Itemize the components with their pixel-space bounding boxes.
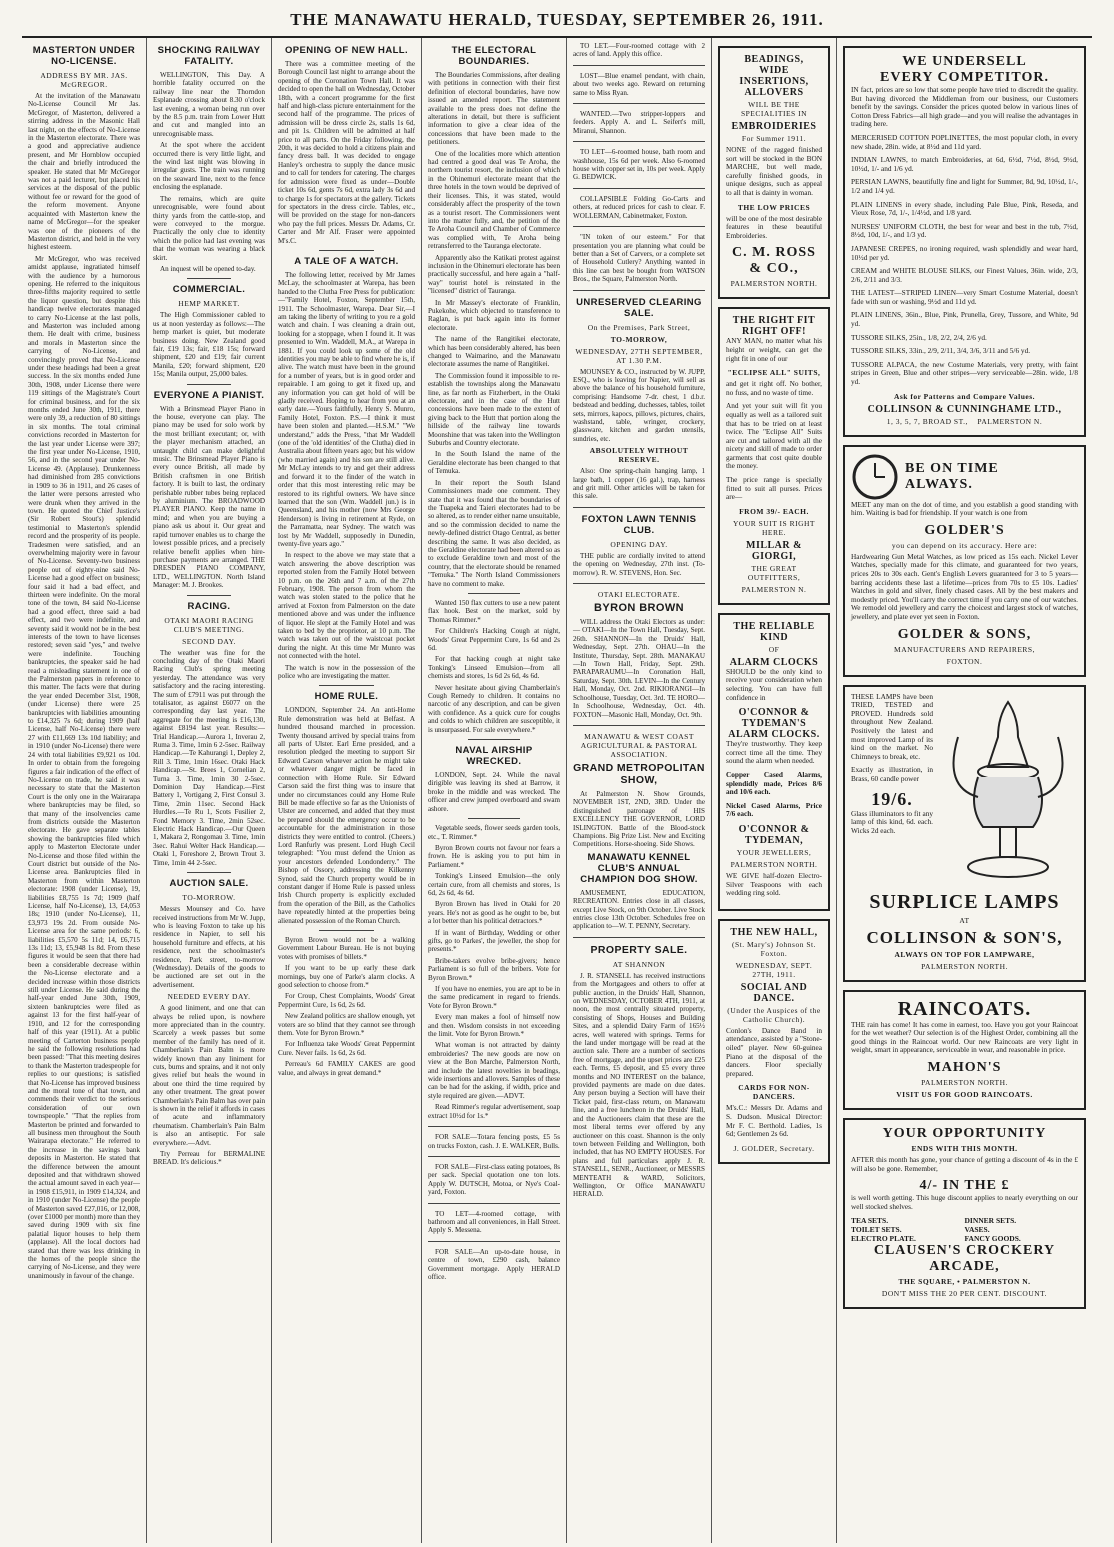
divider — [573, 141, 705, 142]
ad-line: FROM 39/- EACH. — [739, 506, 809, 516]
article-paragraph: The name of the Rangitikei electorate, which has been considerably altered, has been changed to Waimarino, and the Manawatu electorate assumes the name of Rangitikei. — [428, 335, 560, 369]
ad-line: THE NEW HALL, — [730, 926, 818, 938]
article-paragraph: One of the localities more which attention had centred a good deal was Te Aroha, the northern tourist resort, the inclusion of which in the Ohinemuri electorate meant that the three hotels in the town would be deprived of their licenses. This, it was stated, would considerably affect the prosperity of the town as a tourist resort. The Commissioners went into the matter fully, and, the petition of the Te Aroha Council and Chamber of Commerce was complied with, Te Aroha being retransferred to the Tauranga electorate. — [428, 149, 560, 251]
price-list-item: INDIAN LAWNS, to match Embroideries, at 6d, 6½d, 7½d, 8½d, 9½d, 10½d, 1/- and 1/6 yd. — [851, 155, 1078, 173]
article-heading: EVERYONE A PIANIST. — [153, 389, 265, 401]
article-paragraph: Byron Brown has lived in Otaki for 20 years. He's not as good as he ought to be, but a lot better than his political detractors.* — [428, 900, 560, 926]
divider — [573, 103, 705, 104]
masthead: THE MANAWATU HERALD, TUESDAY, SEPTEMBER 26, 1911. — [22, 0, 1092, 38]
classified-ad: WANTED.—Two stripper-loppers and feeders. Apply A. and L. Seifert's mill, Miranui, Shannon. — [573, 110, 705, 135]
ad-line: J. GOLDER, Secretary. — [733, 1143, 815, 1153]
ad-line: EVERY COMPETITOR. — [880, 70, 1049, 85]
ad-line: OTAKI ELECTORATE. — [597, 590, 681, 600]
ad-body: WE GIVE half-dozen Electro-Silver Teaspoons with each wedding ring sold. — [726, 870, 822, 898]
ad-body: AFTER this month has gone, your chance of getting a discount of 4s in the £ will also be gone. Remember, — [851, 1154, 1078, 1173]
article-paragraph: Bribe-takers evolve bribe-givers; hence Parliament is so full of the bribers. Vote for Byron Brown.* — [428, 956, 560, 982]
ad-body: Also: One spring-chain hanging lamp, 1 large bath, 1 copper (16 gal.), trap, harness and grit mill. Other articles will be taken for this sale. — [573, 467, 705, 501]
article-paragraph: Never hesitate about giving Chamberlain's Cough Remedy to children. It contains no narcotic of any description, and can be given with confidence. As a quick cure for coughs and colds to which children are susceptible, it is unsurpassed. For sale everywhere.* — [428, 683, 560, 734]
ad-line: ABSOLUTELY WITHOUT RESERVE. — [589, 446, 689, 465]
divider — [428, 1241, 560, 1242]
ad-line: COLLINSON & CUNNINGHAME LTD., — [867, 403, 1062, 415]
price-list-item: PERSIAN LAWNS, beautifully fine and light for Summer, 8d, 9d, 10½d, 1/-, 1/2 and 1/4 yd. — [851, 177, 1078, 195]
ad-line: TO-MORROW, — [610, 334, 668, 344]
article-heading: THE ELECTORAL BOUNDARIES. — [451, 45, 537, 67]
divider — [187, 595, 232, 596]
ad-line: THE SQUARE, • PALMERSTON N. — [898, 1277, 1031, 1287]
divider — [187, 872, 232, 873]
article-paragraph: The Boundaries Commissions, after dealing with petitions in connection with their first definition of electoral boundaries, have now issued an amended report. The statement available to the press does not define the alterations in detail, but there is sufficient information to give a clear idea of the concessions that have been made to the petitioners. — [428, 71, 560, 147]
article-subheading: ADDRESS BY MR. JAS. McGREGOR. — [40, 71, 128, 89]
ad-collinson-cunninghame — [843, 46, 1086, 437]
ad-line: BE ON TIME — [905, 460, 999, 476]
ad-heading: BYRON BROWN — [594, 602, 684, 615]
goods-list — [851, 1216, 1078, 1243]
article-paragraph: Wanted 150 flax cutters to use a new patent flax hook. Best on the market, sold by Thomas Rimmer.* — [428, 598, 560, 624]
classified-ad: FOR SALE—First-class eating potatoes, 8s per sack. Special quotation one ton lots. Apply W. DUTSCH, Motoa, or Nye's Coal-yard, Foxton. — [428, 1162, 560, 1197]
column-4 — [422, 38, 567, 1543]
article-paragraph: Try Perreau for BERMALINE BREAD. It's delicious.* — [153, 1150, 265, 1167]
ad-line: O'CONNOR & TYDEMAN'S — [738, 707, 810, 730]
article-paragraph: An inquest will be opened to-day. — [160, 264, 256, 273]
ad-line — [851, 417, 1078, 426]
article-paragraph: If you have no enemies, you are apt to be in the same predicament in regard to friends. Vote for Byron Brown.* — [428, 985, 560, 1010]
column-3 — [272, 38, 422, 1543]
goods-item: TOILET SETS. — [851, 1225, 902, 1235]
ad-body: will be one of the most desirable features in these beautiful Embroideries. — [726, 213, 822, 240]
price-list-item: THE LATEST—STRIPED LINEN—very Smart Costume Material, doesn't fade with sun or washing, 9½d and 11d yd. — [851, 288, 1078, 306]
ad-line: EMBROIDERIES — [731, 121, 817, 132]
classified-ad: TO LET.—Four-roomed cottage with 2 acres of land. Apply this office. — [573, 42, 705, 59]
classified-ad: FOR SALE—Totara fencing posts, £5 5s on trucks Foxton, cash. J. E. WALKER, Bulls. — [428, 1133, 560, 1150]
ad-body: M's.C.: Messrs Dr. Adams and S. Dudson. Musical Director: Mr F. C. Berthold. Ladies, 1s 6d; Gentlemen 2s 6d. — [726, 1103, 822, 1139]
article-paragraph: What woman is not attracted by dainty embroideries? The new goods are now on view at the Bon Marche, Palmerston North, and include the latest novelties in beadings, wide insertions and allovers. Samples of these can be had for the asking, if width, price and style required are given.—ADVT. — [428, 1041, 560, 1100]
ad-line: PALMERSTON N. — [977, 416, 1043, 426]
divider — [187, 384, 232, 385]
ad-alarm-clocks — [718, 613, 830, 911]
ad-line: For Summer 1911. — [741, 134, 807, 143]
ad-body: THE rain has come! It has come in earnest, too. Have you got your Raincoat for the wet weather? Our selection is of the Highest Order, combining all the good things in the Raincoat world. Our new Raincoats are very light in weight, smart in appearance, serviceable in wear, and reasonable in price. — [851, 1019, 1078, 1055]
ad-line: GOLDER'S — [924, 522, 1005, 538]
ad-line: (St. Mary's) Johnson St. Foxton. — [732, 939, 816, 958]
ad-body: NONE of the ragged finished sort will be stocked in the BON MARCHE, but well made, carefully finished goods, in unique designs, such as appeal to all that is dainty in woman. — [726, 145, 822, 197]
ad-heading: UNRESERVED CLEARING SALE. — [576, 296, 702, 319]
ad-line: OF — [768, 644, 780, 654]
article-heading: MASTERTON UNDER NO-LICENSE. — [32, 45, 136, 67]
article-paragraph: Mr McGregor, who was received amidst applause, ingratiated himself with the audience by a humorous opening. He referred to the iniquitous three-fifths majority required to settle the liquor question, but despite this handicap twelve electorates managed to carry No-License at the last polls, and Masterton was included among them. He dealt with crime, business and morals in Masterton since the carrying of No-License, and convincingly proved that No-License under these headings had been a great success. In the six months ended June 30th, 1908, under License there were 119 sittings of the Magistrate's Court for criminal business, and for the six months ended June 30th, 1911, there were only 39, a reduction of 80 sittings in six months. The total criminal convictions recorded in Masterton for the last year under License were 397; the first year under No-License, 1910, 56, and in the second year under No-License 49. (Applause). Drunkenness had diminished from 285 convictions in 1909 to 36 in 1911, and 26 cases of the latter were persons arrested who were drunk when they arrived in the town. He quoted the Chief Justice's (Sir Robert Stout's) splendid testimonial to Masterton's splendid record and the prosperity of its people. Tradesmen were satisfied, and an overwhelming majority were in favour of No-License. Seventy-two business people out of eighty-nine said No-License had a good effect on business; four said it had a bad effect, and thirteen were indefinite. On the moral tone of the town, 84 said No-License had a good effect, three said a bad effect, and two were indefinite, and seventy said it would not be in the best interests of the town to have licenses restored; seven said "yes," and twelve were indefinite. Touching bankruptcies, the speaker said he had read a misleading statement in one of the Palmerston papers in reference to this matter. The facts were that during the year ended December 31st, 1908, (under License) there were 25 bankruptcies with liabilities amounting to £14,325 7s 6d; during 1909 (half License, half No-License) there were 27 with £11,669 13s 10d liability; and in 1910 (under No-License) there were 24 with total liabilities £9,921 os 10d. In order to obtain from the foregoing figures a fair indication of the effect of No-License on trade, he said it was necessary to state that the Masterton Court is the only one in the Wairarapa where bankruptcies may be filed, so that many of the insolvencies came from districts outside the Masterton electorate. He gave separate tables showing the bankruptcies filed which apply to Masterton Electorate under No-License and those filed within the Court district but outside of the No-License area. Bankruptcies filed in Masterton from within Masterton electorate: 1908 (under License), 19, liabilities £8,755 1s 7d; 1909 (half License, half No-License), 13, £4,053 18s; 1910 (under No-License), 11, £3,973 19s 2d. From outside No-License area for the same periods: 6, liabilities £5,570 5s 11d; 14, £6,715 13s 11d; 13, £5,948 1s 8d. From these figures it would be seen that there had been a considerable decrease within the No-License electorate and a decided increase within those districts still under License. He said during the half-year ended June 30th, 1909, sixteen bankruptcies were filed as against 13 for the first half-year of 1910, and 12 for the corresponding half of this year (1911). At a public meeting of Carterton business people he said the following resolutions had been passed: "That this meeting desires to thank the Masterton tradespeople for replies to our questions; is satisfied that No-License has improved business and the moral tone of that town, and commends their verdict to the serious consideration of our own townspeople." "That the replies from Masterton be printed and forwarded to all business men throughout the South Wairarapa electorate." He referred to the increase in the savings bank deposits in Masterton. He stated that the difference between the amount deposited and that withdrawn showed the actual amount saved in each year—in 1908 £15,911, in 1909 £14,324, and in 1910 (under No-License) the people of Masterton saved £27,016, or 12,008, (over £1000 per month) more than they saved during 1909 with six fine palatial liquor houses to help them (applause). All the local doctors had stated that there was less drinking in the homes of the people since the carrying of No-License, and they were unanimously in favour of the change. — [28, 254, 140, 1280]
ad-line: WE UNDERSELL — [902, 54, 1027, 69]
goods-item: DINNER SETS. — [964, 1216, 1017, 1226]
lamp-illustration-icon — [938, 697, 1078, 887]
ad-surplice-lamps — [843, 685, 1086, 982]
divider — [428, 1156, 560, 1157]
article-heading: NAVAL AIRSHIP WRECKED. — [455, 745, 533, 768]
article-paragraph: If you want to be up early these dark mornings, buy one of Parke's alarm clocks. A good selection to choose from.* — [278, 964, 415, 990]
ad-line: WEDNESDAY, SEPT. 27TH, 1911. — [735, 960, 813, 979]
divider — [573, 583, 705, 584]
article-paragraph: Perreau's 6d FAMILY CAKES are good value, and always in great demand.* — [278, 1060, 415, 1077]
divider — [187, 278, 232, 279]
ad-line: CARDS FOR NON-DANCERS. — [738, 1083, 810, 1102]
divider — [319, 930, 374, 931]
divider — [573, 290, 705, 291]
ad-line: ALARM CLOCKS. — [728, 729, 820, 741]
classified-ad: COLLAPSIBLE Folding Go-Carts and others, at reduced prices for cash to clear. F. WOLLERMAN, Cabinetmaker, Foxton. — [573, 194, 705, 220]
ad-line: Ask for Patterns and Compare Values. — [893, 391, 1036, 401]
article-paragraph: At the invitation of the Manawatu No-License Council Mr Jas. McGregor, of Masterton, delivered a stirring address in the Masonic Hall last night, on the effects of No-License in the Masterton electorate. There was a good and appreciative audience present, and Mr Hornblow occupied the chair and briefly introduced the speaker. He stated that Mr McGregor was not a paid lecturer, but placed his services at the disposal of the public without fee or reward for the good of the reform movement. Anyone acquainted with Masterton knew the name of McGregor—for the speaker was one of the pioneers of the Masterton district, and held in the very highest esteem. — [28, 92, 140, 252]
article-heading: HOME RULE. — [314, 691, 379, 703]
price-list-item: JAPANESE CREPES, no ironing required, wash splendidly and wear hard, 10½d per yd. — [851, 243, 1078, 262]
ad-header — [851, 453, 1078, 501]
ad-line: C. M. ROSS & CO., — [732, 245, 816, 277]
ad-body: MEET any man on the dot of time, and you establish a good standing with him. Waiting is bad for friendship. If your watch is one from — [851, 499, 1078, 518]
article-heading: RACING. — [187, 600, 231, 612]
price-list-item: TUSSORE ALPACA, the new Costume Materials, very pretty, with faint stripes in Green, Blue and other stripes—very serviceable—28in. wide, 1/8 yd. — [851, 359, 1078, 387]
price-list-item: PLAIN LINENS, 36in., Blue, Pink, Prunella, Grey, Tussore, and White, 9d yd. — [851, 310, 1078, 329]
ad-golders — [843, 445, 1086, 677]
price-list-item: TUSSORE SILKS, 25in., 1/8, 2/2, 2/4, 2/6 yd. — [851, 332, 987, 342]
ad-line: BEADINGS, — [744, 54, 804, 65]
article-paragraph: Every man makes a fool of himself now and then. Wisdom consists in not exceeding the limit. Vote for Byron Brown.* — [428, 1013, 560, 1039]
ad-body: SHOULD be the only kind to receive your consideration when selecting. You can have full confidence in — [726, 666, 822, 702]
ad-line: SURPLICE LAMPS — [869, 890, 1060, 913]
column-7 — [837, 38, 1092, 1543]
ad-body: They're trustworthy. They keep correct time all the time. They sound the alarm when needed. — [726, 739, 822, 766]
article-paragraph: Tonking's Linseed Emulsion—the only certain cure, from all chemists and stores, 1s 6d, 2s 6d, 4s 6d. — [428, 872, 560, 897]
article-paragraph: The remains, which are quite unrecognisable, were found about thirty yards from the cattle-stop, and were conveyed to the morgue. Practically the only clue to identity which the police had last evening was that the woman was wearing a black skirt. — [153, 194, 265, 262]
ad-line: COLLINSON & SON'S, — [866, 927, 1063, 947]
ad-line: YOUR SUIT IS RIGHT HERE. — [733, 518, 815, 537]
article-paragraph: The watch is now in the possession of the police who are investigating the matter. — [278, 663, 415, 681]
ad-body: THESE LAMPS have been TRIED, TESTED and PROVED. Hundreds sold throughout New Zealand. Positively the latest and most improved Lamp of its kind on the market. No Chimneys to break, etc. — [851, 691, 933, 761]
ad-bon-marche — [718, 46, 830, 299]
divider — [573, 65, 705, 66]
ad-line: YOUR JEWELLERS, — [736, 847, 812, 857]
ad-line: ENDS WITH THIS MONTH. — [911, 1143, 1018, 1153]
article-subheading: TO-MORROW. — [182, 893, 236, 903]
article-subheading: SECOND DAY. — [182, 636, 236, 646]
divider — [468, 593, 521, 594]
ad-line: WEDNESDAY, 27TH SEPTEMBER, AT 1.30 P.M. — [575, 346, 703, 365]
ad-heading: PROPERTY SALE. — [590, 943, 688, 956]
divider — [319, 250, 374, 251]
ad-line: PALMERSTON NORTH. — [730, 279, 818, 289]
column-2 — [147, 38, 272, 1543]
ad-line: DON'T MISS THE 20 PER CENT. DISCOUNT. — [881, 1289, 1048, 1299]
ad-line: (Under the Auspices of the Catholic Church). — [727, 1005, 821, 1024]
article-paragraph: At the spot where the accident occurred there is very little light, and the wind last night was blowing in irregular gusts. The train was running on the seaward line, next to the fence enclosing the esplanade. — [153, 141, 265, 192]
article-paragraph: LONDON, September 24. An anti-Home Rule demonstration was held at Belfast. A hundred thousand marched in procession. Twenty thousand arrived by special trains from all parts of Ulster. Earl Erne presided, and a resolution pledged the meeting to support Sir Edward Carson whatever action he might take or whatever danger might be faced in connection with Home Rule. Sir Edward Carson said the first thing was to insure that under no circumstances could any Home Rule Bill be made effective so far as the Unionists of Ulster are concerned, and added that they must be prepared should the emergency occur to be accountable for the administration in those districts they were entitled to control. (Cheers.) Lord Ranfurly was present. Lord Hugh Cecil telegraphed: "You must defend the Union as your ancestors defended Londonderry." The Bishop of Ossory, addressing the Kilkenny Synod, said the Church property would be in constant danger if Home Rule is passed unless Irish Church property is explicitly excluded from the operation of the Bill, as the Catholics have repeatedly hinted at the properties being alienated possession of the Roman Church. — [278, 706, 415, 925]
ad-body: Conlon's Dance Band in attendance, assisted by a "Stone-oiled" player. New 60-guinea Piano at the disposal of the dancers. Floor specially prepared. — [726, 1025, 822, 1078]
price-list — [851, 134, 1078, 387]
column-6 — [712, 38, 837, 1543]
ad-line: AT SHANNON — [612, 959, 666, 969]
divider — [468, 818, 521, 819]
columns — [22, 38, 1092, 1543]
lamp-ad-text — [851, 693, 933, 891]
article-paragraph: Vegetable seeds, flower seeds garden tools, etc., T. Rimmer.* — [428, 824, 560, 841]
article-paragraph: Byron Brown courts not favour nor fears a frown. He is asking you to put him in Parliament.* — [428, 843, 560, 869]
goods-item: VASES. — [964, 1225, 990, 1235]
ad-line: 4/- IN THE £ — [919, 1178, 1010, 1194]
classified-ad: LOST—Blue enamel pendant, with chain, about two weeks ago. Reward on returning same to Miss Ryan. — [573, 71, 705, 97]
ad-line: YOUR OPPORTUNITY — [882, 1125, 1047, 1141]
ad-line: VISIT US FOR GOOD RAINCOATS. — [896, 1089, 1033, 1099]
ad-heading: MANAWATU KENNEL CLUB'S ANNUAL CHAMPION DOG SHOW. — [580, 851, 698, 885]
ad-line: WILL BE THE SPECIALITIES IN — [740, 100, 808, 118]
ad-line: CLAUSEN'S CROCKERY — [873, 1243, 1056, 1259]
ad-body: ANY MAN, no matter what his height or weight, can get the right fit in one of our — [726, 336, 822, 363]
ad-line: MILLAR & GIORGI, — [746, 539, 802, 562]
price-list-item: MERCERISED COTTON POPLINETTES, the most popular cloth, in every new shade, 28in. wide, at 8½d and 11d yard. — [851, 132, 1078, 151]
ad-body: AMUSEMENT, EDUCATION, RECREATION. Entries close in all classes, except Live Stock, on 9th October. Live Stock entries close 13th October. Schedules free on application to—W. T. PENNY, Secretary. — [573, 888, 705, 931]
divider — [428, 1203, 560, 1204]
article-subheading: NEEDED EVERY DAY. — [167, 992, 251, 1002]
article-heading: OPENING OF NEW HALL. — [284, 45, 409, 56]
ad-line: ALWAYS. — [905, 476, 973, 492]
ad-line: OPENING DAY. — [610, 539, 668, 549]
goods-item: FANCY GOODS. — [964, 1234, 1021, 1244]
ad-heading: GRAND METROPOLITAN SHOW, — [573, 761, 705, 786]
ad-body: The price range is specially fitted to suit all purses. Prices are— — [726, 475, 822, 502]
column-1 — [22, 38, 147, 1543]
goods-item: TEA SETS. — [851, 1216, 889, 1226]
ad-body: Glass illuminators to fit any lamp of this kind, 6d. each. Wicks 2d each. — [851, 808, 933, 835]
ad-line: THE RELIABLE KIND — [733, 620, 815, 643]
classified-ad: FOR SALE—An up-to-date house, in centre of town, £290 cash, balance Government mortgage. Apply HERALD office. — [428, 1247, 560, 1281]
article-paragraph: For Children's Hacking Cough at night, Woods' Great Peppermint Cure, 1s 6d and 2s 6d. — [428, 627, 560, 652]
article-paragraph: The weather was fine for the concluding day of the Otaki Maori Racing Club's spring meeting yesterday. The attendance was very satisfactory and the racing interesting. The sum of £7911 was put through the totalisator, as against £6077 on the corresponding day last year. The aggregate for the meeting is £16,130, against £8194 last year. Results:— Trial Handicap.—Aurora 1, Inverau 2, Ruma 3. Time, 1min 6 2-5sec. Railway Handicap.—Te Kahurangi 1, Depley 2, Rill 3. Time, 1min 16sec. Otaki Hack Handicap.—St. Brees 1, Cornelian 2, Turna 3. Time, 1min 30 2-5sec. Dominion Day Handicap.—First Battery 1, Vortigang 2, First Consul 3. Time, 2min 11sec. Second Hack Hurdles.—Te Ru 1, Scots Fusilier 2, Fond Memory 3. Time, 2min 52sec. Electric Hack Handicap.—Our Queen 1, Makara 2, Rongomau 3. Time, 1min 3sec. Rahui Welter Hack Handicap.—Otaki 1, Foreshore 2, Brown Trout 3. Time, 1min 44 2-5sec. — [153, 648, 265, 867]
ad-line: MAHON'S — [927, 1059, 1002, 1075]
article-subheading: HEMP MARKET. — [178, 299, 240, 309]
article-paragraph: In Mr Massey's electorate of Franklin, Pukekohe, which objected to transference to Raglan, is put back again into its former electorate. — [428, 298, 560, 332]
price-list-item: TUSSORE SILKS, 33in., 2/9, 2/11, 3/4, 3/6, 3/11 and 5/6 yd. — [851, 346, 1031, 356]
goods-item: ELECTRO PLATE. — [851, 1234, 916, 1244]
column-5 — [567, 38, 712, 1543]
ad-line: O'CONNOR & TYDEMAN, — [738, 823, 810, 846]
ad-body: At Palmerston N. Show Grounds, NOVEMBER 1ST, 2ND, 3RD. Under the distinguished patronage of HIS EXCELLENCY THE GOVERNOR, LORD ISLINGTON. Battle of the Blood-stock Champions. Big Prize List. New and Exciting Competitions. Horse-shoeing. Side Shows. — [573, 789, 705, 849]
article-subheading: OTAKI MAORI RACING CLUB'S MEETING. — [164, 615, 254, 634]
ad-line: SOCIAL AND DANCE. — [740, 981, 808, 1004]
ad-line: PALMERSTON NORTH. — [921, 1077, 1008, 1087]
ad-line: RIGHT OFF! — [742, 326, 806, 338]
article-paragraph: There was a committee meeting of the Borough Council last night to arrange about the opening of the Coronation Town Hall. It was decided to open the hall on Wednesday, October 18th, with a concert programme for the first half and high-class picture entertainment for the second half of the programme. The prices of admission will be dress circle 2s, stalls 1s 6d, and pit 1s. Children will be admitted at half price to all parts. On the Friday following, the 20th, it was decided to hold a citizens plain and fancy dress ball. It was decided to engage Hanley's orchestra to supply the dance music and to call for tenders for catering. The charges for admission were fixed as under—Double ticket 10s 6d, gents 7s 6d, extra lady 3s 6d and to charge 1s for spectators at the gallery. Tickets for spectators in the dress circle. Tables, etc., will be provided on the stage for non-dancers who pay the full prices. Messrs Dr. Adams, Cr. Carter and Mr Alf. Fraser were appointed M's.C. — [278, 60, 415, 245]
ad-line: RAINCOATS. — [897, 997, 1032, 1020]
article-heading: A TALE OF A WATCH. — [294, 255, 399, 267]
ad-clausens — [843, 1118, 1086, 1309]
ad-body: Hardwearing Gun Metal Watches, as low priced as 15s each. Nickel Lever Watches, specially made for this climate, and guaranteed for two years, prices 20s to 30s each. Gent's English Levers guaranteed for 3 to 5 years—barring accidents these last a lifetime—prices from 70s to £5 10s. Ladies' Watches in gold and silver, finely chased cases. All by the best makers and modestly priced. You'll carry the correct time if you carry one of our watches. We remodel old jewellery and carry the choicest and largest stock of watches, jewellery, and plate ever yet seen in Foxton. — [851, 551, 1078, 621]
ad-new-hall — [718, 919, 830, 1164]
divider — [573, 725, 705, 726]
ad-line: GOLDER & SONS, — [897, 626, 1032, 642]
ad-line: ALARM CLOCKS — [729, 656, 819, 668]
article-paragraph: The following letter, received by Mr James McLay, the schoolmaster at Warepa, has been handed to the Clutha Free Press for publication:—"Family Hotel, Foxton, September 15th, 1911. The Schoolmaster, Warepa. Dear Sir,—I am taking the liberty of writing to you re a gold watch and chain. I was cleaning a drain out, looking for a stoppage, when I found it. It was presented to Wm. Waddell, M.A., at Warepa in 1881. If you could look up some of the old identities you may be able to find where he is, if alive. The watch must have been in the ground for a number of years, but is in good order and repairable. I am going to get it fixed up, and any information you can get hold of will be gladly received. Hoping to hear from you at an early date.—Yours faithfully, Henry S. Munro, Family Hotel, Foxton. P.S.—I think it must have been stolen and planted.—H.S.M." "We understand," adds the Press, "that Mr Waddell (one of the 'old identities' of the Clutha) died in Australia about fifteen years ago; but his widow (who married again) and his son are still alive. Mr McLay intends to try and get their address and forward it to the finder of the watch in order that this most interesting relic may be restored to its rightful owners. We have since learned that the son (Wm. Waddell jun.) is in Queensland, and his mother (now Mrs George Henderson) is living in retirement at Ryde, on the Parramatta, near Sydney. The watch was lost by Mr Waddell, supposedly in Dunedin, twenty-five years ago." — [278, 270, 415, 548]
article-paragraph: With a Brinsmead Player Piano in the house, everyone can play. The piano may be used for solo work by the most brilliant executant; or, with the player mechanism attached, an untaught child can make delightful music. The Brinsmead Player Piano is every ounce British, all made by British craftsmen in one British factory. It is built to last, the ordinary perishable rubber tubes being replaced by aluminium. The BROADWOOD PLAYER PIANO. Keep the name in mind; and when you are buying a piano ask us about it. Our great and rapid turnover enables us to charge the lowest possible prices, and a precisely relative benefit applies when hire-purchase payments are arranged. THE DRESDEN PIANO COMPANY, LTD., WELLINGTON. North Island Manager: M. J. Brookes. — [153, 404, 265, 590]
price-list-item: PLAIN LINENS in every shade, including Pale Blue, Pink, Reseda, and Vieux Rose, 7d, 1/-, 1/4½d, and 1/8 yard. — [851, 199, 1078, 218]
article-paragraph: The High Commissioner cabled to us at noon yesterday as follows:—The hemp market is quiet, but moderate business doing. New Zealand good fair, £19 13s; fair, £18 15s; forward shipment, £20 and £19; fair current Manila, £20; forward shipment, £20 15s; Manila output, 25,000 bales. — [153, 311, 265, 379]
ad-line: WIDE INSERTIONS, — [739, 65, 809, 87]
article-paragraph: New Zealand politics are shallow enough, yet voters are so blind that they cannot see through them. Vote for Byron Brown.* — [278, 1012, 415, 1038]
ad-line: ALWAYS ON TOP FOR LAMPWARE, — [894, 949, 1035, 959]
divider — [573, 188, 705, 189]
ad-line: FOXTON. — [946, 656, 983, 666]
ad-line: MANAWATU & WEST COAST AGRICULTURAL & PASTORAL ASSOCIATION. — [580, 731, 698, 759]
ad-line: ARCADE, — [929, 1259, 1000, 1275]
ad-body: Copper Cased Alarms, splendidly made, Prices 8/6 and 10/6 each. — [726, 770, 822, 797]
divider — [319, 685, 374, 686]
ad-body: and get it right off. No bother, no fuss, and no waste of time. — [726, 379, 822, 397]
ad-line: THE GREAT OUTFITTERS, — [747, 563, 801, 582]
ad-body: THE public are cordially invited to attend the opening on Wednesday, 27th inst. (To-morrow). R. W. STEVENS, Hon. Sec. — [573, 551, 705, 577]
lamp-ad-body — [851, 693, 1078, 891]
article-paragraph: Read Rimmer's regular advertisement, soap extract 10½d for 1s.* — [428, 1103, 560, 1120]
ad-line: 1, 3, 5, 7, BROAD ST., — [886, 416, 968, 426]
price: 19/6. — [871, 788, 913, 809]
article-paragraph: WELLINGTON, This Day. A horrible fatality occurred on the railway line near the Thorndon Esplanade crossing about 8.30 o'clock last evening, a woman being run over by the 8.5 p.m. train from Lower Hutt and cut and mangled into an unrecognisable mass. — [153, 71, 265, 138]
ad-body: J. R. STANSELL has received instructions from the Mortgagees and others to offer at public auction, in the Druids' Hall, Shannon, on WEDNESDAY, OCTOBER 4TH, 1911, at noon, the most centrally situated property, consisting of Shops, Houses and Building Sites, and a splendid Dairy Farm of 165½ acres, well watered with springs. Terms for the land under mortgage will be read at the auction sale. There are a number of sections free of mortgage, and the upset prices are £25 each. Terms, £5 deposit, and £5 every three months and NO INTEREST on the balance, provided payments are made on due dates. Any person buying a Section will have their Ticket paid, first-class return, on Manawatu line, and a free luncheon in the Druids' Hall, and the Auctioneers claim that these are the most liberal terms ever offered by any auctioneer on this coast. Shannon is the only town between Feilding and Wellington, both included, that has NO EMPTY HOUSES. For plans and full particulars apply J. R. STANSELL, SENR., Auctioneer, or MESSRS MENTEATH & WARD, Solicitors, Wellington, Or Office MANAWATU HERALD. — [573, 971, 705, 1199]
divider — [468, 739, 521, 740]
article-paragraph: Apparently also the Katikati protest against inclusion in the Ohinemuri electorate has been practically successful, and here again a "half-way" tourist hotel is reinstated in the "licensed" district of Tauranga. — [428, 253, 560, 296]
article-paragraph: For Croup, Chest Complaints, Woods' Great Peppermint Cure, 1s 6d, 2s 6d. — [278, 992, 415, 1009]
price-list-item: CREAM and WHITE BLOUSE SILKS, our Finest Values, 36in. wide, 2/3, 2/6, 2/11 and 3/3. — [851, 266, 1078, 284]
ad-body: IN fact, prices are so low that some people have tried to discredit the quality. But having divorced the Middleman from our business, our Customers benefit by the savings. Consider the prices quoted below in various lines of Cotton Dress Fabrics—all high grade—and you will realise the advantages in trading here. — [851, 85, 1078, 129]
article-paragraph: Messrs Mounsey and Co. have received instructions from Mr W. Jupp, who is leaving Foxton to take up his residence in Napier, to sell his household furniture and effects, at his residence, next the schoolmaster's residence, Park street, to-morrow (Wednesday). Details of the goods to be auctioned are set out in the advertisement. — [153, 905, 265, 989]
article-paragraph: A good liniment, and one that can always be relied upon, is nowhere more appreciated than in the country. Scarcely a week passes but some member of the family has need of it. Chamberlain's Pain Balm is more widely known than any liniment for cuts, burns and sprains, and it not only gives relief but heals the wound in about one third the time required by any other treatment. The great power Chamberlain's Pain Balm has over pain is shown in the relief it affords in cases of acute and inflammatory rheumatism. Chamberlain's Pain Balm is also an antiseptic. For sale everywhere.—Advt. — [153, 1004, 265, 1147]
article-paragraph: LONDON, Sept. 24. While the naval dirigible was leaving its shed at Barrow, it broke in the middle and was wrecked. The officer and crew jumped overboard and swam ashore. — [428, 771, 560, 813]
article-paragraph: For that hacking cough at night take Tonking's Linseed Emulsion—from all chemists and stores, 1s 6d 2s 6d, 4s 6d. — [428, 655, 560, 681]
classified-ad: TO LET—6-roomed house, bath room and washhouse, 15s 6d per week. Also 6-roomed house with copper set in, 10s per week. Apply G. BEDWICK. — [573, 148, 705, 182]
article-heading: COMMERCIAL. — [172, 284, 246, 296]
article-paragraph: In their report the South Island Commissioners made one comment. They state that it was found that the boundaries of the Tuapeka and Taieri electorates had to be so altered, as to render either name unsuitable, and so the commission decided to name the newly-defined district Otago Central, as better describing the same. It was also decided, as the Geraldine electorate had been altered so as to exclude Geraldine town and most of the country, that the electorate should be renamed "Temuka." The North Island Commissioners have no comment to make. — [428, 478, 560, 588]
divider — [573, 226, 705, 227]
ad-heading: FOXTON LAWN TENNIS CLUB. — [581, 513, 697, 536]
ad-line: PALMERSTON N. — [741, 584, 807, 594]
ad-line: PALMERSTON NORTH. — [730, 859, 818, 869]
article-paragraph: If in want of Birthday, Wedding or other gifts, go to Parkes', the jeweller, the shop for presents.* — [428, 928, 560, 954]
ad-line: THE LOW PRICES — [737, 202, 811, 212]
article-paragraph: For Influenza take Woods' Great Peppermint Cure. Never fails. 1s 6d, 2s 6d. — [278, 1040, 415, 1057]
ad-body: WILL address the Otaki Electors as under:— OTAKI—In the Town Hall, Tuesday, Sept. 26th. SHANNON—In the Druids' Hall, Wednesday, Sept. 27th. OHAU—In the Institute, Thursday, Sept. 28th. MANAKAU—In Town Hall, Friday, Sept. 29th. PARAPARAUMU—In Coronation Hall, Saturday, Sept. 30th. LEVIN—In the Century Hall, Monday, Oct. 2nd. RIKIORANGI—In Schoolhouse, Tuesday, Oct. 3rd. TE HORO—In Schoolhouse, Wednesday, Oct. 4th. FOXTON—Masonic Hall, Monday, Oct. 9th. — [573, 618, 705, 719]
divider — [428, 1126, 560, 1127]
ad-line: AT — [959, 915, 970, 925]
divider — [573, 937, 705, 938]
article-paragraph: The Commission found it impossible to re-establish the townships along the Manawatu line, as far north as Fitzherbert, in the Otaki electorate, and in the case of the Hutt concessions have been made to the extent of giving back to the Hutt that portion along the hillside of the railway line towards Moonshine that was taken into the Wellington Suburbs and Country electorate. — [428, 371, 560, 448]
clock-icon — [851, 453, 899, 501]
ad-mahons — [843, 990, 1086, 1110]
ad-millar-giorgi — [718, 307, 830, 605]
ad-line: "ECLIPSE ALL" SUITS, — [727, 368, 821, 378]
article-heading: SHOCKING RAILWAY FATALITY. — [157, 45, 261, 67]
ad-title — [905, 461, 999, 493]
ad-line: PALMERSTON NORTH. — [921, 961, 1008, 971]
ad-line: MANUFACTURERS AND REPAIRERS, — [894, 644, 1035, 654]
price-list-item: NURSES' UNIFORM CLOTH, the best for wear and best in the tub, 7½d, 8½d, 10d, 1/-, and 1/3 yd. — [851, 221, 1078, 240]
ad-line: you can depend on its accuracy. Here are: — [891, 540, 1038, 550]
ad-line: THE RIGHT FIT — [732, 315, 816, 327]
ad-body: MOUNSEY & CO., instructed by W. JUPP, ESQ., who is leaving for Napier, will sell as above the balance of his household furniture, comprising: Handsome 7-dr. chest, 1 d.b.r. bedstead and bedding, duchesses, tables, toilet sets, mirrors, kapocs, pillows, pictures, chairs, washstand, table, wringer, crockery, glassware, kitchen and garden utensils, sundries, etc. — [573, 367, 705, 443]
article-paragraph: In the South Island the name of the Geraldine electorate has been changed to that of Temuka. — [428, 450, 560, 476]
ad-body: Nickel Cased Alarms, Price 7/6 each. — [726, 800, 822, 819]
article-paragraph: In respect to the above we may state that a watch answering the above description was reported stolen from the Family Hotel between 10 p.m. on the 26th and 7 a.m. of the 27th February, 1908. The person from whom the watch was stolen stated to the police that he arrived at Foxton from Palmerston on the date mentioned above and was under the influence of liquor. He slept at the Family Hotel and was taken to bed by the proprietor, at 10 p.m. The watch was taken out of the waistcoat pocket during the night. At this time Mr Munro was not connected with the hotel. — [278, 551, 415, 661]
ad-line: ALLOVERS — [744, 87, 804, 98]
article-paragraph: Byron Brown would not be a walking Government Labour Bureau. He is not buying votes with promises of billets.* — [278, 936, 415, 961]
ad-body: is well worth getting. This huge discount applies to nearly everything on our well stocked shelves. — [851, 1193, 1078, 1211]
ad-body: And yet your suit will fit you equally as well as a tailored suit that has to be tried on at least twice. The "Eclipse All" Suits are cut and tailored with all the nicety and skill of made to order garments that cost quite double the money. — [726, 401, 822, 471]
article-heading: AUCTION SALE. — [169, 878, 249, 890]
classified-ad: TO LET—4-roomed cottage, with bathroom and all conveniences, in Hall Street. Apply S. Messena. — [428, 1209, 560, 1235]
classified-ad: "IN token of our esteem." For that presentation you are planning what could be better than a Set of Carvers, or a complete set of Household Cutlery? Anything wanted in this line can best be bought from WATSON Bros., the Square, Palmerston North. — [573, 233, 705, 284]
ad-line: On the Premises, Park Street, — [587, 322, 691, 332]
divider — [573, 507, 705, 508]
ad-body: Exactly as illustration, in Brass, 60 candle power — [851, 765, 933, 783]
